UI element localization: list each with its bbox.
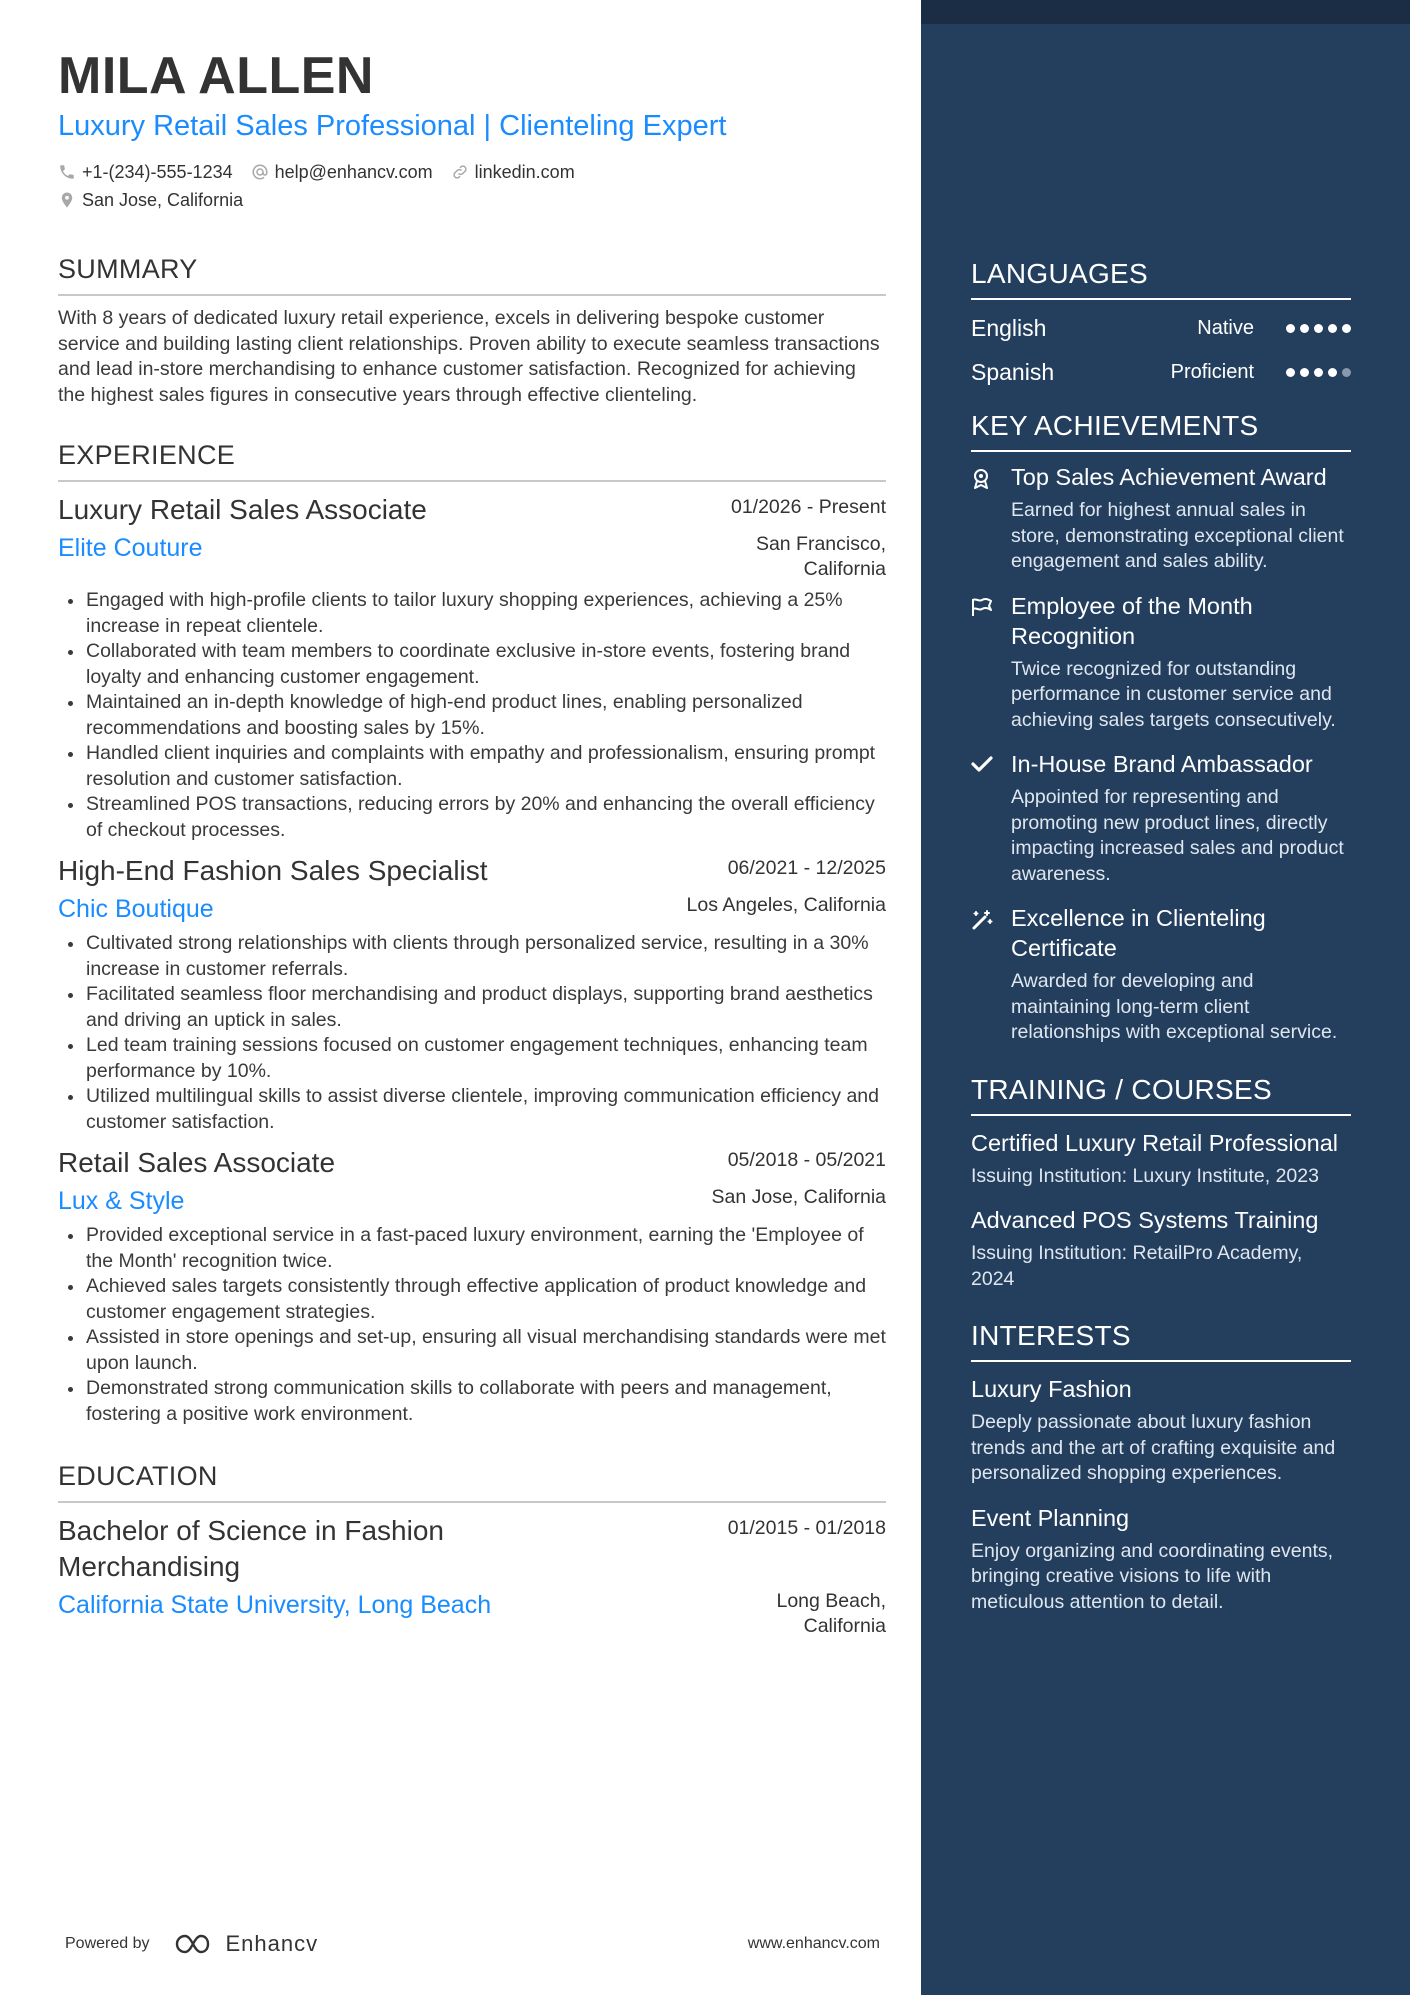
job-entry [58,853,886,1135]
sidebar-top-band [921,0,1410,24]
language-name: Spanish [971,358,1055,385]
language-row [971,350,1351,394]
interest-title: Luxury Fashion [971,1376,1132,1402]
candidate-name: MILA ALLEN [58,47,374,105]
company-name: Elite Couture [58,534,203,562]
rating-dot [1314,324,1323,333]
course-title: Certified Luxury Retail Professional [971,1129,1339,1156]
achievement-desc: Appointed for representing and promoting new product lines, directly impacting increased sales and product awareness. [1011,786,1344,885]
language-name: English [971,314,1047,341]
experience-section [58,438,886,1427]
job-title: Retail Sales Associate [58,1147,336,1178]
achievement-item [971,749,1351,887]
achievement-title: Employee of the Month Recognition [1011,592,1253,649]
check-icon [971,755,993,773]
achievement-title: In-House Brand Ambassador [1011,751,1313,777]
course-desc: Issuing Institution: Luxury Institute, 2023 [971,1164,1319,1187]
bullet-item: Cultivated strong relationships with clients through personalized service, resulting in a 30% increase in customer referrals. [58,931,886,982]
rating-dot [1286,368,1295,377]
language-rating [1286,324,1351,333]
job-bullets [58,1223,886,1427]
achievement-title: Top Sales Achievement Award [1011,464,1327,490]
linkedin-contact[interactable] [451,158,575,186]
phone-text: +1-(234)-555-1234 [82,162,233,182]
rating-dot [1314,368,1323,377]
linkedin-text: linkedin.com [474,162,575,182]
experience-heading: EXPERIENCE [58,438,886,482]
course-desc: Issuing Institution: RetailPro Academy, 2024 [971,1242,1303,1290]
bullet-item: Provided exceptional service in a fast-paced luxury environment, earning the 'Employee of the Month' recognition twice. [58,1223,886,1274]
footer [65,1926,880,1962]
summary-text: With 8 years of dedicated luxury retail experience, excels in delivering bespoke customer service and building lasting client relationships. Proven ability to execute seamless transactions and lead in-store merchandising to enhance customer satisfaction. Recognized for achieving the highest sales figures in consecutive years through effective clienteling. [58,307,880,406]
languages-heading: LANGUAGES [971,256,1351,300]
job-bullets [58,588,886,843]
education-section [58,1459,886,1639]
job-bullets [58,931,886,1135]
sidebar-content [971,256,1351,1615]
achievement-title: Excellence in Clienteling Certificate [1011,905,1266,961]
at-icon [251,163,269,181]
bullet-item: Handled client inquiries and complaints with empathy and professionalism, ensuring prompt resolution and customer satisfaction. [58,741,886,792]
interest-item [971,1374,1351,1487]
achievements-section [971,408,1351,1046]
job-entry [58,492,886,843]
bullet-item: Streamlined POS transactions, reducing errors by 20% and enhancing the overall efficiency of checkout processes. [58,792,886,843]
enhancv-logo[interactable] [174,1931,319,1957]
bullet-item: Collaborated with team members to coordinate exclusive in-store events, fostering brand loyalty and enhancing customer engagement. [58,639,886,690]
language-level: Proficient [1170,360,1254,383]
rating-dot [1286,324,1295,333]
education-location: Long Beach, California [776,1590,886,1637]
degree-title: Bachelor of Science in Fashion Merchandising [58,1515,444,1582]
job-location: San Francisco, California [755,533,886,580]
achievement-item [971,903,1351,1046]
achievement-item [971,591,1351,734]
sidebar [921,0,1410,1995]
achievement-item [971,462,1351,575]
course-item [971,1128,1351,1190]
achievement-desc: Awarded for developing and maintaining long-term client relationships with exceptional service. [1011,970,1338,1043]
phone-contact[interactable] [58,158,233,186]
job-title: High-End Fashion Sales Specialist [58,855,488,886]
language-row [971,306,1351,350]
bullet-item: Facilitated seamless floor merchandising and product displays, supporting brand aesthetics and driving an uptick in sales. [58,982,886,1033]
achievements-heading: KEY ACHIEVEMENTS [971,408,1351,452]
award-icon [971,468,991,490]
job-location: San Jose, California [711,1186,886,1208]
job-date: 05/2018 - 05/2021 [727,1149,886,1171]
company-name: Chic Boutique [58,895,214,923]
candidate-title: Luxury Retail Sales Professional | Clienteling Expert [58,110,727,142]
magic-wand-icon [971,909,993,931]
interest-desc: Enjoy organizing and coordinating events, bringing creative visions to life with meticulous attention to detail. [971,1539,1334,1613]
school-name: California State University, Long Beach [58,1591,492,1619]
course-item [971,1205,1351,1292]
rating-dot [1342,368,1351,377]
enhancv-brand-text: Enhancv [225,1931,319,1956]
location-pin-icon [58,191,76,209]
summary-section [58,252,886,408]
education-date: 01/2015 - 01/2018 [727,1517,886,1539]
bullet-item: Utilized multilingual skills to assist diverse clientele, improving communication efficiency and customer satisfaction. [58,1084,886,1135]
email-text: help@enhancv.com [274,162,433,182]
bullet-item: Engaged with high-profile clients to tailor luxury shopping experiences, achieving a 25% increase in repeat clientele. [58,588,886,639]
summary-heading: SUMMARY [58,252,886,296]
phone-icon [58,163,76,181]
training-section [971,1072,1351,1293]
job-date: 06/2021 - 12/2025 [727,857,886,879]
interests-section [971,1318,1351,1615]
job-location: Los Angeles, California [686,894,886,916]
bullet-item: Maintained an in-depth knowledge of high-end product lines, enabling personalized recommendations and boosting sales by 15%. [58,690,886,741]
languages-section [971,256,1351,394]
powered-by-label: Powered by [65,1935,150,1952]
course-title: Advanced POS Systems Training [971,1207,1319,1233]
rating-dot [1328,368,1337,377]
flag-icon [971,597,993,617]
company-name: Lux & Style [58,1187,185,1215]
education-heading: EDUCATION [58,1459,886,1503]
achievement-desc: Twice recognized for outstanding performance in customer service and achieving sales targets consecutively. [1011,657,1336,731]
job-date: 01/2026 - Present [730,496,886,518]
job-entry [58,1145,886,1427]
email-contact[interactable] [251,158,433,186]
rating-dot [1300,368,1309,377]
bullet-item: Led team training sessions focused on customer engagement techniques, enhancing team performance by 10%. [58,1033,886,1084]
job-title: Luxury Retail Sales Associate [58,494,427,525]
location-contact [58,186,243,214]
interest-title: Event Planning [971,1504,1130,1531]
interests-heading: INTERESTS [971,1318,1351,1362]
language-rating [1286,368,1351,377]
achievement-desc: Earned for highest annual sales in store, demonstrating exceptional client engagement and sales ability. [1011,499,1344,572]
bullet-item: Achieved sales targets consistently through effective application of product knowledge and customer engagement strategies. [58,1274,886,1325]
link-icon [451,163,469,181]
location-text: San Jose, California [82,190,244,210]
main-column [58,46,886,1639]
training-heading: TRAINING / COURSES [971,1072,1351,1116]
rating-dot [1300,324,1309,333]
rating-dot [1328,324,1337,333]
education-entry [58,1513,886,1639]
contact-info [58,158,886,214]
language-level: Native [1197,316,1254,339]
enhancv-logo-icon [174,1932,220,1956]
bullet-item: Assisted in store openings and set-up, ensuring all visual merchandising standards were met upon launch. [58,1325,886,1376]
website-link[interactable]: www.enhancv.com [747,1935,880,1952]
interest-item [971,1503,1351,1616]
interest-desc: Deeply passionate about luxury fashion trends and the art of crafting exquisite and personalized shopping experiences. [971,1411,1336,1484]
rating-dot [1342,324,1351,333]
bullet-item: Demonstrated strong communication skills to collaborate with peers and management, fostering a positive work environment. [58,1376,886,1427]
